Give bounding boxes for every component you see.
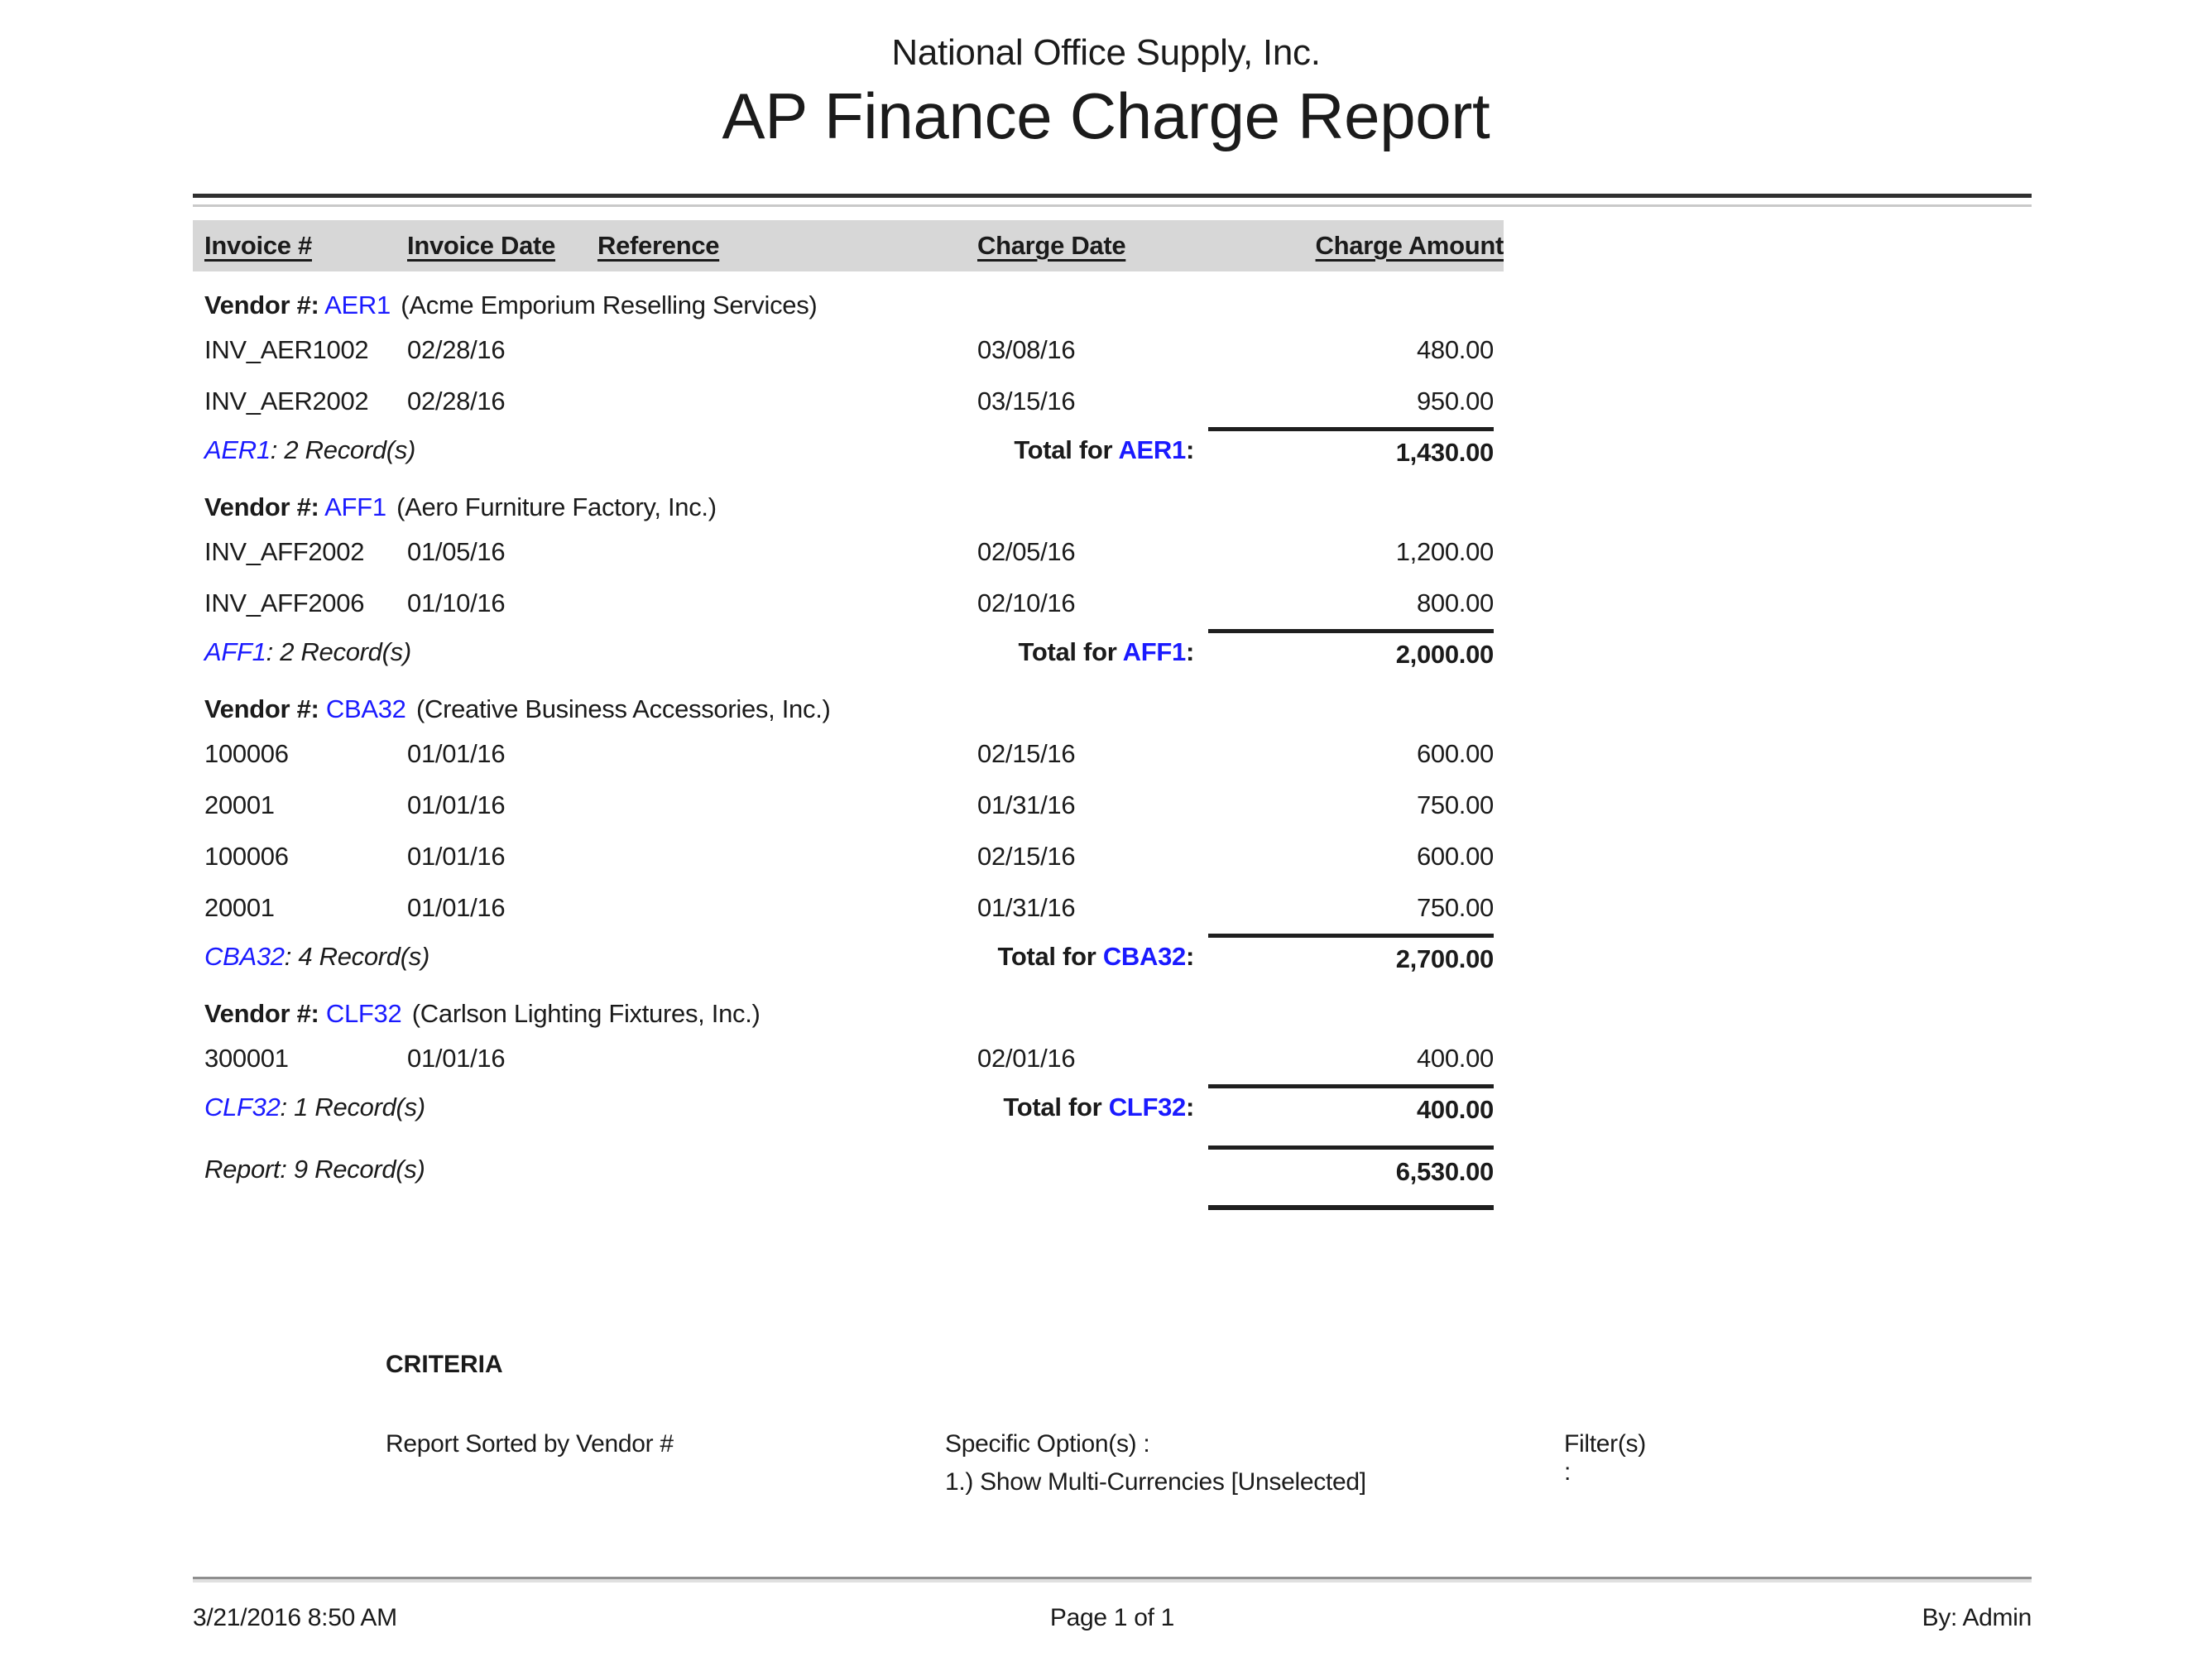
table-row <box>193 526 1504 578</box>
cell-charge-date: 02/15/16 <box>977 842 1076 871</box>
company-name: National Office Supply, Inc. <box>891 32 1321 73</box>
report-summary-row <box>193 1145 1504 1194</box>
vendor-total-row <box>193 629 1504 675</box>
vendor-heading <box>193 995 1504 1033</box>
vendor-name: (Acme Emporium Reselling Services) <box>401 291 818 319</box>
title-divider-light-line <box>193 204 2032 207</box>
vendor-total-label: Total for CBA32: <box>997 942 1194 971</box>
cell-charge-amount: 480.00 <box>1416 335 1494 364</box>
cell-invoice: 100006 <box>204 842 289 871</box>
cell-charge-amount: 750.00 <box>1416 893 1494 922</box>
vendor-record-count: CBA32: 4 Record(s) <box>204 942 429 971</box>
vendor-total-amount: 2,000.00 <box>1208 629 1494 675</box>
cell-charge-amount: 400.00 <box>1416 1044 1494 1073</box>
cell-invoice: INV_AER2002 <box>204 387 369 415</box>
column-header-charge-date: Charge Date <box>977 231 1126 260</box>
table-row <box>193 728 1504 780</box>
vendor-total-label: Total for CLF32: <box>1003 1093 1194 1121</box>
cell-charge-date: 03/15/16 <box>977 387 1076 415</box>
footer-generated-datetime: 3/21/2016 8:50 AM <box>193 1604 397 1631</box>
report-header <box>0 0 2212 154</box>
title-divider-dark-line <box>193 194 2032 198</box>
vendor-total-label: Total for AFF1: <box>1018 637 1194 666</box>
cell-invoice-date: 02/28/16 <box>407 387 506 415</box>
cell-charge-amount: 750.00 <box>1416 790 1494 819</box>
cell-charge-amount: 950.00 <box>1416 387 1494 415</box>
column-header-invoice: Invoice # <box>204 231 312 260</box>
criteria-section <box>386 1351 1646 1496</box>
vendor-name: (Aero Furniture Factory, Inc.) <box>396 492 717 521</box>
vendor-label: Vendor #: <box>204 999 319 1028</box>
cell-charge-amount: 600.00 <box>1416 842 1494 871</box>
table-row <box>193 831 1504 882</box>
cell-invoice: INV_AFF2006 <box>204 588 365 617</box>
cell-charge-date: 01/31/16 <box>977 790 1076 819</box>
cell-charge-amount: 1,200.00 <box>1395 537 1494 566</box>
vendor-code: AER1 <box>324 291 391 319</box>
vendor-record-count: AER1: 2 Record(s) <box>204 435 416 464</box>
report-total-underline <box>193 1205 1504 1210</box>
vendor-code: CBA32 <box>325 694 406 723</box>
vendor-label: Vendor #: <box>204 291 319 319</box>
cell-invoice: 300001 <box>204 1044 289 1073</box>
cell-charge-date: 02/15/16 <box>977 739 1076 768</box>
cell-invoice-date: 01/01/16 <box>407 790 506 819</box>
vendor-heading <box>193 690 1504 728</box>
vendor-group-aff1 <box>193 488 1504 675</box>
vendor-group-cba32 <box>193 690 1504 980</box>
criteria-options-label: Specific Option(s) : <box>945 1430 1150 1458</box>
table-row <box>193 376 1504 427</box>
cell-charge-amount: 600.00 <box>1416 739 1494 768</box>
cell-invoice: 20001 <box>204 790 275 819</box>
vendor-group-clf32 <box>193 995 1504 1131</box>
vendor-total-row <box>193 1084 1504 1131</box>
vendor-code: CLF32 <box>325 999 402 1028</box>
vendor-name: (Carlson Lighting Fixtures, Inc.) <box>411 999 761 1028</box>
page-title: AP Finance Charge Report <box>722 79 1490 152</box>
column-header-charge-amount: Charge Amount <box>1315 231 1504 260</box>
report-record-count: Report: 9 Record(s) <box>204 1155 425 1184</box>
vendor-record-count: AFF1: 2 Record(s) <box>204 637 411 666</box>
cell-charge-date: 01/31/16 <box>977 893 1076 922</box>
cell-invoice-date: 02/28/16 <box>407 335 506 364</box>
vendor-total-row <box>193 934 1504 980</box>
cell-invoice: 100006 <box>204 739 289 768</box>
criteria-option-1: 1.) Show Multi-Currencies [Unselected] <box>945 1468 1366 1496</box>
vendor-total-row <box>193 427 1504 473</box>
cell-charge-date: 02/10/16 <box>977 588 1076 617</box>
vendor-total-amount: 2,700.00 <box>1208 934 1494 980</box>
cell-invoice: INV_AFF2002 <box>204 537 365 566</box>
criteria-filters-label: Filter(s) : <box>1564 1430 1646 1486</box>
vendor-total-amount: 1,430.00 <box>1208 427 1494 473</box>
footer-page-number: Page 1 of 1 <box>1049 1604 1175 1631</box>
cell-invoice-date: 01/01/16 <box>407 739 506 768</box>
table-row <box>193 1033 1504 1084</box>
cell-invoice: INV_AER1002 <box>204 335 369 364</box>
vendor-total-label: Total for AER1: <box>1014 435 1194 464</box>
cell-invoice-date: 01/01/16 <box>407 842 506 871</box>
table-row <box>193 780 1504 831</box>
cell-invoice-date: 01/05/16 <box>407 537 506 566</box>
final-rule <box>1208 1205 1494 1210</box>
column-header-reference: Reference <box>597 231 720 260</box>
vendor-group-aer1 <box>193 286 1504 473</box>
column-header-invoice-date: Invoice Date <box>407 231 556 260</box>
cell-invoice: 20001 <box>204 893 275 922</box>
table-row <box>193 324 1504 376</box>
criteria-row <box>386 1430 1646 1496</box>
cell-charge-amount: 800.00 <box>1416 588 1494 617</box>
report-total-amount: 6,530.00 <box>1208 1145 1494 1194</box>
footer-divider-light-line <box>193 1579 2032 1583</box>
finance-charge-table <box>193 220 1646 1496</box>
report-footer <box>193 1604 2032 1632</box>
vendor-label: Vendor #: <box>204 694 319 723</box>
title-divider <box>193 194 2032 207</box>
vendor-code: AFF1 <box>324 492 386 521</box>
cell-invoice-date: 01/01/16 <box>407 1044 506 1073</box>
cell-invoice-date: 01/01/16 <box>407 893 506 922</box>
vendor-name: (Creative Business Accessories, Inc.) <box>415 694 831 723</box>
footer-divider <box>193 1577 2032 1583</box>
table-header-row <box>193 220 1504 271</box>
vendor-heading <box>193 488 1504 526</box>
cell-invoice-date: 01/10/16 <box>407 588 506 617</box>
criteria-specific-options <box>945 1430 1564 1496</box>
vendor-total-amount: 400.00 <box>1208 1084 1494 1131</box>
criteria-sorted-by: Report Sorted by Vendor # <box>386 1430 674 1458</box>
cell-charge-date: 02/05/16 <box>977 537 1076 566</box>
vendor-heading <box>193 286 1504 324</box>
cell-charge-date: 02/01/16 <box>977 1044 1076 1073</box>
table-row <box>193 578 1504 629</box>
vendor-label: Vendor #: <box>204 492 319 521</box>
table-row <box>193 882 1504 934</box>
criteria-heading: CRITERIA <box>386 1351 503 1378</box>
cell-charge-date: 03/08/16 <box>977 335 1076 364</box>
footer-generated-by: By: Admin <box>1922 1604 2032 1631</box>
vendor-record-count: CLF32: 1 Record(s) <box>204 1093 425 1121</box>
